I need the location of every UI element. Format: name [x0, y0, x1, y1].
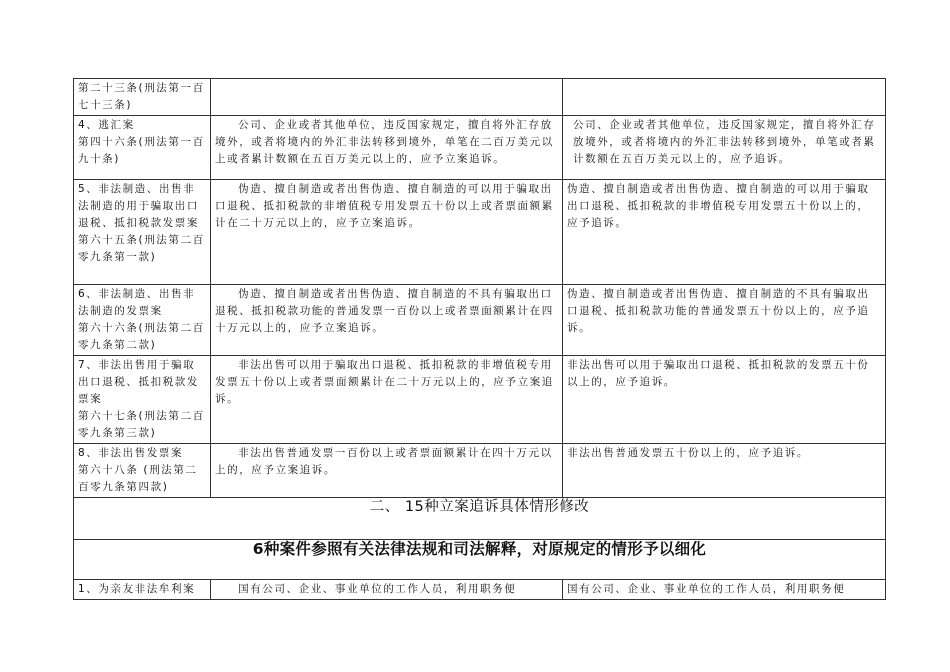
table-row [74, 79, 886, 116]
case-title: 7、非法出售用于骗取出口退税、抵扣税款发票案 [78, 359, 199, 405]
original-provision-cell: 国有公司、企业、事业单位的工作人员，利用职务便 [211, 580, 563, 600]
revised-provision-cell: 伪造、擅自制造或者出售伪造、擅自制造的不具有骗取出口退税、抵扣税款功能的普通发票五十份以上的，应予追诉。 [563, 285, 886, 356]
table-row [74, 285, 886, 356]
original-provision-cell: 伪造、擅自制造或者出售伪造、擅自制造的不具有骗取出口退税、抵扣税款功能的普通发票一百份以上或者票面额累计在四十万元以上的，应予立案追诉。 [211, 285, 563, 356]
table-row [74, 356, 886, 444]
original-provision-cell [211, 79, 563, 116]
original-provision-cell: 非法出售普通发票一百份以上或者票面额累计在四十万元以上的，应予立案追诉。 [211, 444, 563, 498]
case-article: 第四十六条(刑法第一百九十条) [78, 136, 205, 165]
table-row [74, 116, 886, 180]
original-provision-cell: 非法出售可以用于骗取出口退税、抵扣税款的非增值税专用发票五十份以上或者票面额累计在二十万元以上的，应予立案追诉。 [211, 356, 563, 444]
table-row [74, 444, 886, 498]
case-title: 5、非法制造、出售非法制造的用于骗取出口退税、抵扣税款发票案 [78, 183, 199, 229]
sub-heading-cell [74, 540, 886, 580]
original-provision-cell: 伪造、擅自制造或者出售伪造、擅自制造的可以用于骗取出口退税、抵扣税款的非增值税专用发票五十份以上或者票面额累计在二十万元以上的，应予立案追诉。 [211, 180, 563, 285]
original-provision-cell: 公司、企业或者其他单位，违反国家规定，擅自将外汇存放境外，或者将境内的外汇非法转移到境外，单笔在二百万美元以上或者累计数额在五百万美元以上的，应予立案追诉。 [211, 116, 563, 180]
sub-heading: 6种案件参照有关法律法规和司法解释，对原规定的情形予以细化 [252, 540, 707, 558]
case-name-cell [74, 116, 211, 180]
case-name-cell [74, 79, 211, 116]
case-article: 第六十五条(刑法第二百零九条第一款) [78, 234, 205, 263]
case-name-cell [74, 285, 211, 356]
case-name-cell [74, 356, 211, 444]
case-article: 第二十三条(刑法第一百七十三条) [78, 82, 205, 111]
case-name-cell [74, 180, 211, 285]
table-row [74, 540, 886, 580]
table-row [74, 580, 886, 600]
case-name-cell [74, 444, 211, 498]
comparison-table [73, 78, 886, 600]
revised-provision-cell: 公司、企业或者其他单位，违反国家规定，擅自将外汇存放境外，或者将境内的外汇非法转移到境外，单笔或者累计数额在五百万美元以上的，应予追诉。 [563, 116, 886, 180]
revised-provision-cell: 伪造、擅自制造或者出售伪造、擅自制造的可以用于骗取出口退税、抵扣税款的非增值税专用发票五十份以上的，应予追诉。 [563, 180, 886, 285]
section-heading: 二、 15种立案追诉具体情形修改 [369, 499, 590, 515]
table-row [74, 180, 886, 285]
revised-provision-cell [563, 79, 886, 116]
case-name-cell: 1、为亲友非法牟利案 [74, 580, 211, 600]
revised-provision-cell: 非法出售可以用于骗取出口退税、抵扣税款的发票五十份以上的，应予追诉。 [563, 356, 886, 444]
case-article: 第六十八条 (刑法第二百零九条第四款) [78, 464, 198, 493]
case-title: 4、逃汇案 [78, 119, 135, 131]
case-title: 6、非法制造、出售非法制造的发票案 [78, 288, 196, 317]
case-article: 第六十七条(刑法第二百零九条第三款) [78, 410, 205, 439]
case-title: 8、非法出售发票案 [78, 447, 184, 459]
revised-provision-cell: 非法出售普通发票五十份以上的，应予追诉。 [563, 444, 886, 498]
section-heading-cell [74, 498, 886, 540]
table-row [74, 498, 886, 540]
case-article: 第六十六条(刑法第二百零九条第二款) [78, 322, 205, 351]
revised-provision-cell: 国有公司、企业、事业单位的工作人员，利用职务便 [563, 580, 886, 600]
